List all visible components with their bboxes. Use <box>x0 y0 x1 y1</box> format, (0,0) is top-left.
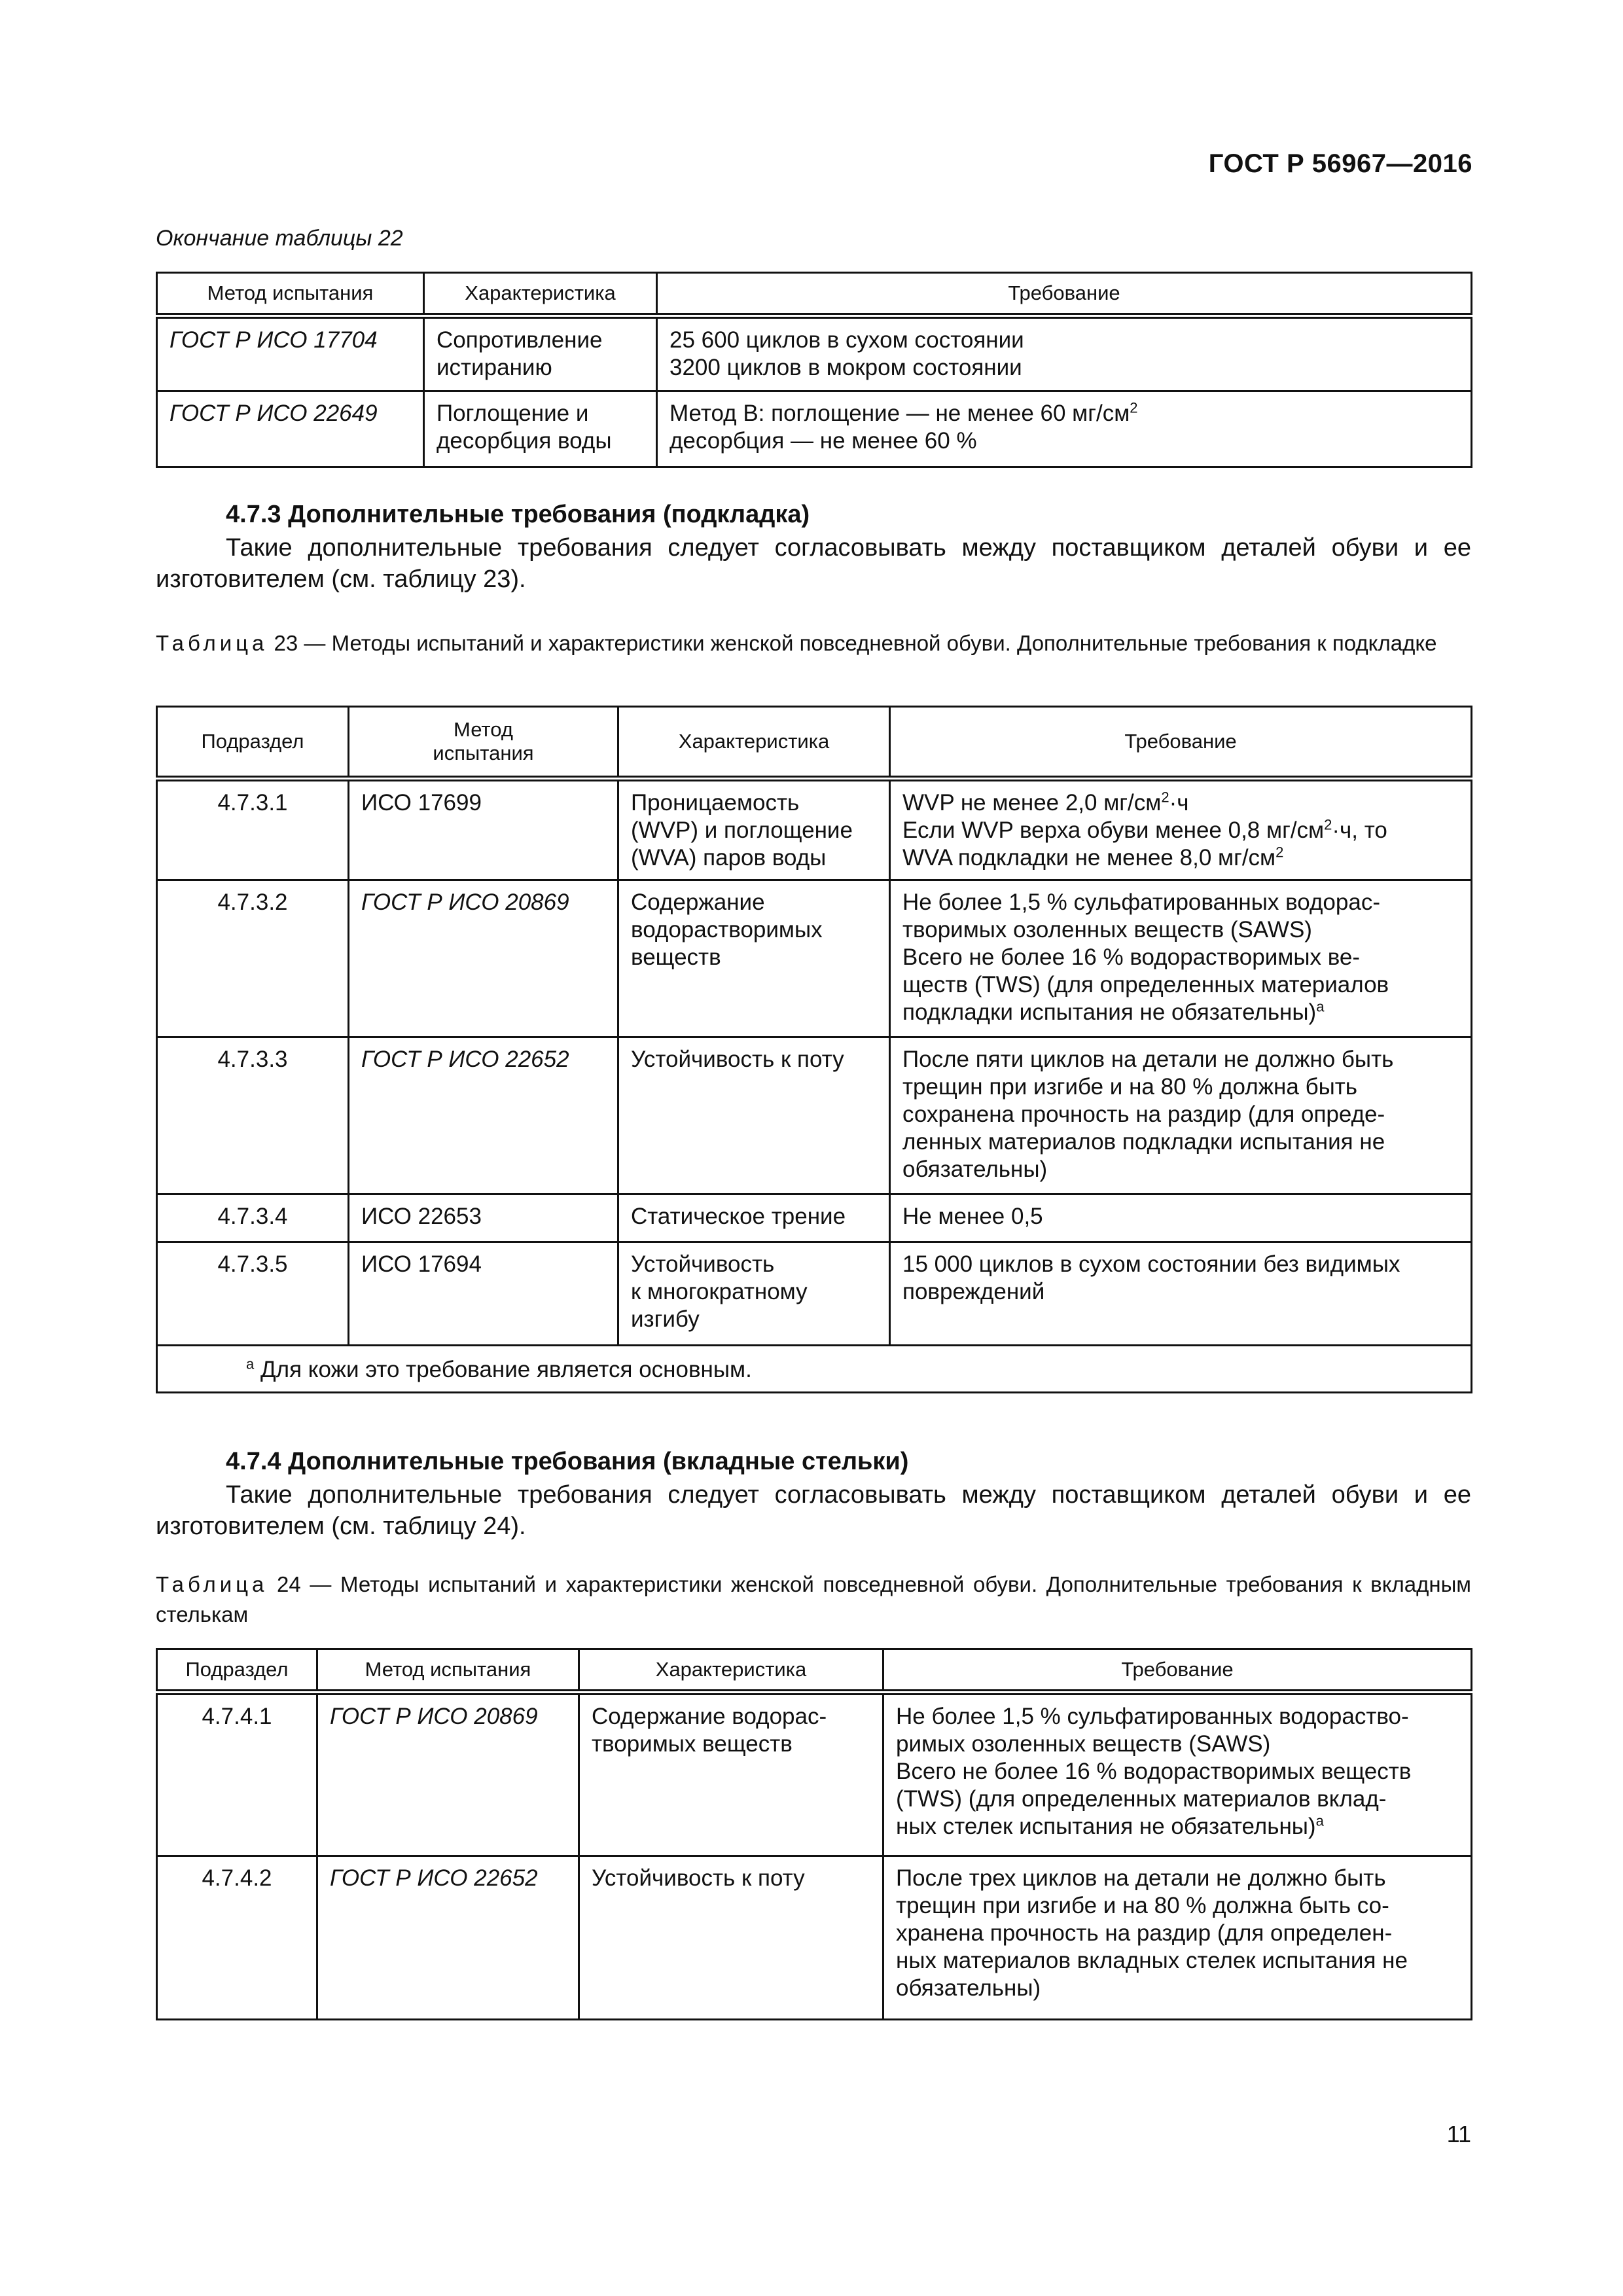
characteristic-cell: Устойчивость к поту <box>618 1037 890 1194</box>
table-24 <box>156 1648 1472 2020</box>
method-cell: ГОСТ Р ИСО 20869 <box>349 880 618 1037</box>
method-cell: ГОСТ Р ИСО 22652 <box>349 1037 618 1194</box>
method-cell: ГОСТ Р ИСО 20869 <box>317 1693 579 1856</box>
requirement-cell: Метод В: поглощение — не менее 60 $мг/см^2$ десорбция — не менее 60 % <box>657 391 1472 467</box>
table-note-row <box>157 1346 1472 1393</box>
subsection-cell: 4.7.3.4 <box>157 1194 349 1242</box>
subsection-cell: 4.7.3.5 <box>157 1242 349 1346</box>
characteristic-cell: Поглощение и десорбция воды <box>424 391 657 467</box>
table-row <box>157 1242 1472 1346</box>
subsection-cell: 4.7.3.1 <box>157 779 349 880</box>
requirement-cell: Не более 1,5 % сульфатированных водорас- творимых озоленных веществ (SAWS) Всего не более 16 % водорастворимых ве- ществ (TWS) (для определенных материалов подкладки испытания не обязательны)$^а$ <box>890 880 1472 1037</box>
characteristic-cell: Устойчивость к поту <box>579 1856 883 2020</box>
section-title-4-7-4: 4.7.4 Дополнительные требования (вкладные стельки) <box>226 1448 909 1475</box>
table-row <box>157 779 1472 880</box>
column-header: Метод испытания <box>157 273 424 316</box>
table-row <box>157 1194 1472 1242</box>
column-header: Требование <box>657 273 1472 316</box>
column-header: Подраздел <box>157 1649 317 1693</box>
requirement-cell: Не более 1,5 % сульфатированных водораство- римых озоленных веществ (SAWS) Всего не более 16 % водорастворимых веществ (TWS) (для определенных материалов вклад- ных стелек испытания не обязательны)$^а$ <box>883 1693 1472 1856</box>
requirement-cell: WVP не менее 2,0 $мг/см^2\cdot ч$ Если WVP верха обуви менее 0,8 $мг/см^2\cdot ч$, то WVA подкладки не менее 8,0 $мг/см^2$ <box>890 779 1472 880</box>
subsection-cell: 4.7.3.3 <box>157 1037 349 1194</box>
column-header: Характеристика <box>618 707 890 779</box>
column-header: Метод испытания <box>349 707 618 779</box>
characteristic-cell: Проницаемость (WVP) и поглощение (WVA) паров воды <box>618 779 890 880</box>
table-footnote: $^а$ Для кожи это требование является основным. <box>157 1346 1472 1393</box>
method-cell: ИСО 22653 <box>349 1194 618 1242</box>
method-cell: ГОСТ Р ИСО 22649 <box>157 391 424 467</box>
table-22-continuation-label: Окончание таблицы 22 <box>156 226 403 251</box>
requirement-cell: 15 000 циклов в сухом состоянии без видимых повреждений <box>890 1242 1472 1346</box>
column-header: Требование <box>883 1649 1472 1693</box>
column-header: Характеристика <box>424 273 657 316</box>
table-24-caption: Таблица 24 — Методы испытаний и характеристики женской повседневной обуви. Дополнительные требования к вкладным стелькам <box>156 1572 1471 1626</box>
document-number: ГОСТ Р 56967—2016 <box>1208 149 1472 178</box>
table-row <box>157 391 1472 467</box>
requirement-cell: После пяти циклов на детали не должно быть трещин при изгибе и на 80 % должна быть сохранена прочность на раздир (для опреде- ленных материалов подкладки испытания не обязательны) <box>890 1037 1472 1194</box>
requirement-cell: Не менее 0,5 <box>890 1194 1472 1242</box>
table-row <box>157 1856 1472 2020</box>
column-header: Характеристика <box>579 1649 883 1693</box>
section-text-4-7-3: Такие дополнительные требования следует согласовывать между поставщиком деталей обуви и ее изготовителем (см. таблицу 23). <box>156 534 1471 593</box>
characteristic-cell: Статическое трение <box>618 1194 890 1242</box>
table-row <box>157 1693 1472 1856</box>
section-title-4-7-3: 4.7.3 Дополнительные требования (подкладка) <box>226 501 810 528</box>
table-row <box>157 880 1472 1037</box>
method-cell: ГОСТ Р ИСО 22652 <box>317 1856 579 2020</box>
subsection-cell: 4.7.3.2 <box>157 880 349 1037</box>
table-row <box>157 316 1472 391</box>
page-number: 11 <box>1446 2121 1471 2147</box>
method-cell: ИСО 17694 <box>349 1242 618 1346</box>
method-cell: ИСО 17699 <box>349 779 618 880</box>
requirement-cell: После трех циклов на детали не должно быть трещин при изгибе и на 80 % должна быть со- хранена прочность на раздир (для определен- ных материалов вкладных стелек испытания не обязательны) <box>883 1856 1472 2020</box>
characteristic-cell: Содержание водорастворимых веществ <box>618 880 890 1037</box>
characteristic-cell: Устойчивость к многократному изгибу <box>618 1242 890 1346</box>
table-23-caption: Таблица 23 — Методы испытаний и характеристики женской повседневной обуви. Дополнительные требования к подкладке <box>156 631 1437 655</box>
subsection-cell: 4.7.4.2 <box>157 1856 317 2020</box>
characteristic-cell: Содержание водорас- творимых веществ <box>579 1693 883 1856</box>
table-23 <box>156 706 1472 1393</box>
column-header: Подраздел <box>157 707 349 779</box>
table-row <box>157 1037 1472 1194</box>
table-22 <box>156 272 1472 468</box>
section-text-4-7-4: Такие дополнительные требования следует согласовывать между поставщиком деталей обуви и ее изготовителем (см. таблицу 24). <box>156 1481 1471 1540</box>
subsection-cell: 4.7.4.1 <box>157 1693 317 1856</box>
method-cell: ГОСТ Р ИСО 17704 <box>157 316 424 391</box>
column-header: Требование <box>890 707 1472 779</box>
requirement-cell: 25 600 циклов в сухом состоянии 3200 циклов в мокром состоянии <box>657 316 1472 391</box>
column-header: Метод испытания <box>317 1649 579 1693</box>
characteristic-cell: Сопротивление истиранию <box>424 316 657 391</box>
